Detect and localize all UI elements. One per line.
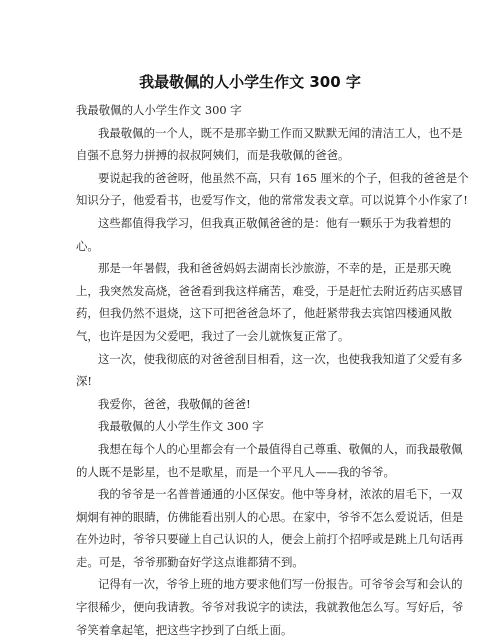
text-line: 心。 <box>76 238 99 253</box>
text-line: 深! <box>76 374 92 389</box>
text-line: 那是一年暑假，我和爸爸妈妈去湖南长沙旅游，不幸的是，正是那天晚 <box>98 261 452 276</box>
text-line: 知识分子，他爱看书，也爱写作文，他的常常发表文章。可以说算个小作家了! <box>76 193 468 208</box>
text-line: 要说起我的爸爸呀，他虽然不高，只有 165 厘米的个子，但我的爸爸是个 <box>98 170 469 185</box>
text-line: 我爱你，爸爸，我敬佩的爸爸! <box>98 396 251 411</box>
text-line: 我最敬佩的一个人，既不是那辛勤工作而又默默无闻的清洁工人，也不是 <box>98 125 463 140</box>
text-line: 这一次，使我彻底的对爸爸刮目相看，这一次，也使我我知道了父爱有多 <box>98 351 463 366</box>
text-line: 走。可是，爷爷那勤奋好学这点谁都猜不到。 <box>76 554 304 569</box>
text-line: 我最敬佩的人小学生作文 300 字 <box>76 103 242 117</box>
text-line: 的人既不是影星，也不是歌星，而是一个平凡人——我的爷爷。 <box>76 464 395 479</box>
text-line: 字很稀少，便向我请教。爷爷对我说字的读法，我就教他怎么写。写好后，爷 <box>76 600 464 615</box>
article-body <box>76 99 469 641</box>
text-line: 爷笑着拿起笔，把这些字抄到了白纸上面。 <box>76 622 293 637</box>
text-line: 炯炯有神的眼睛，仿佛能看出别人的心思。在家中，爷爷不怎么爱说话，但是 <box>76 509 464 524</box>
text-line: 我最敬佩的人小学生作文 300 字 <box>98 419 264 434</box>
text-line: 记得有一次，爷爷上班的地方要求他们写一份报告。可爷爷会写和会认的 <box>98 577 463 592</box>
text-line: 这些都值得我学习，但我真正敬佩爸爸的是：他有一颗乐于为我着想的 <box>98 215 452 230</box>
text-line: 在外边时，爷爷只要碰上自己认识的人，便会上前打个招呼或是跳上几句话再 <box>76 532 464 547</box>
page-title: 我最敬佩的人小学生作文 300 字 <box>139 73 361 91</box>
text-line: 气，也许是因为父爱吧，我过了一会儿就恢复正常了。 <box>76 328 350 343</box>
text-line: 自强不息努力拼搏的叔叔阿姨们，而是我敬佩的爸爸。 <box>76 148 350 163</box>
text-line: 药，但我仍然不退烧，这下可把爸爸急坏了，他赶紧带我去宾馆四楼通风散 <box>76 306 452 321</box>
text-line: 上，我突然发高烧，爸爸看到我这样痛苦，难受，于是赶忙去附近药店买感冒 <box>76 283 464 298</box>
text-line: 我想在每个人的心里都会有一个最值得自己尊重、敬佩的人，而我最敬佩 <box>98 441 463 456</box>
text-line: 我的爷爷是一名普普通通的小区保安。他中等身材，浓浓的眉毛下，一双 <box>98 487 463 502</box>
